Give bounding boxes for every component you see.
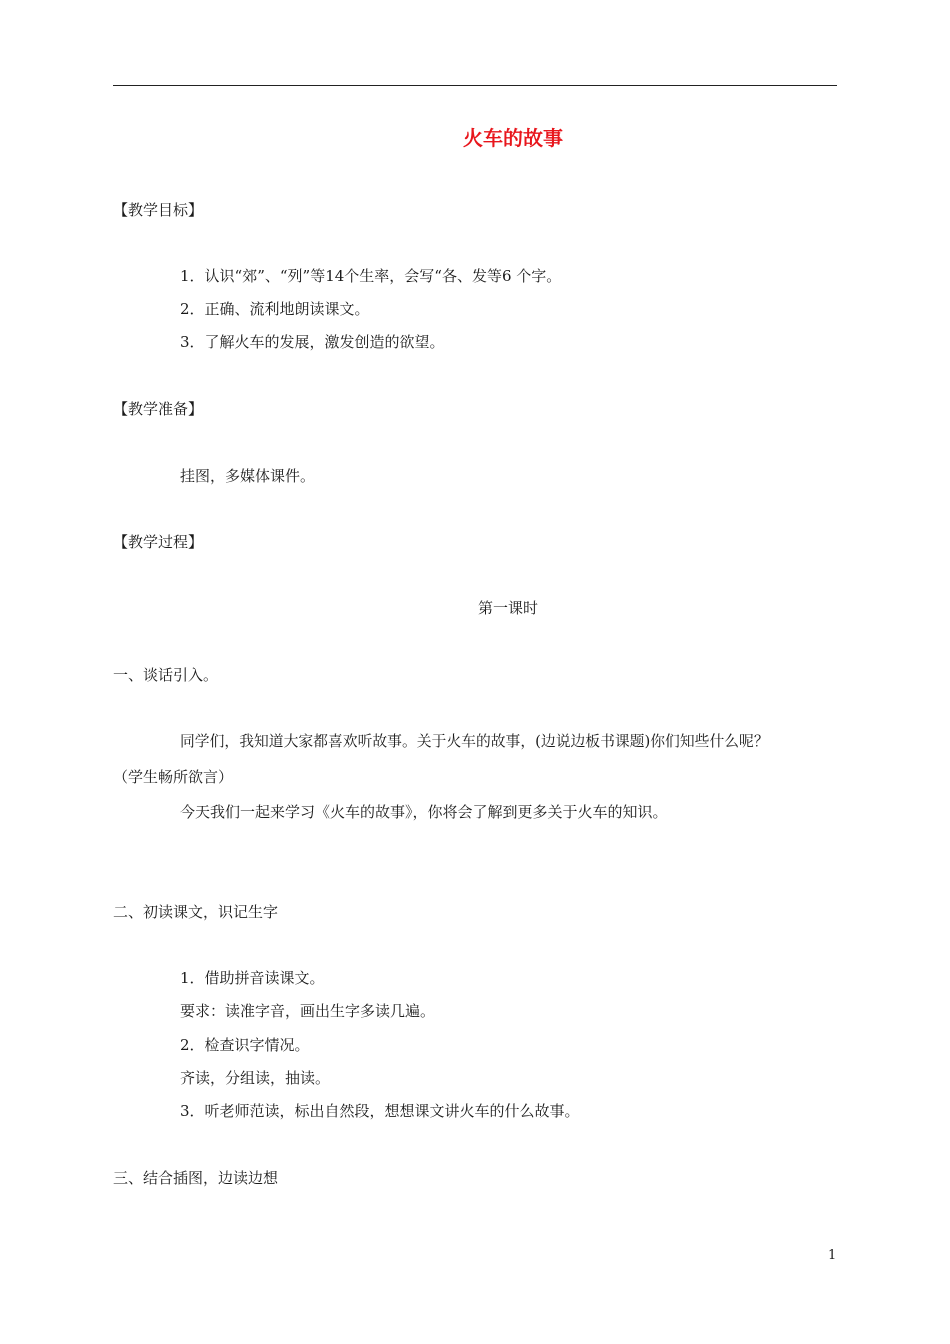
step2-item-1: 1．借助拼音读课文。 (180, 969, 325, 987)
lesson-label: 第一课时 (477, 599, 538, 617)
prep-text: 挂图，多媒体课件。 (180, 467, 316, 485)
goal-item-2: 2．正确、流利地朗读课文。 (180, 300, 370, 318)
step2-item-5: 3．听老师范读，标出自然段，想想课文讲火车的什么故事。 (180, 1102, 580, 1120)
step2-item-2: 要求：读准字音，画出生字多读几遍。 (180, 1002, 436, 1020)
page-number: 1 (828, 1248, 837, 1263)
goal-item-3: 3．了解火车的发展，激发创造的欲望。 (180, 333, 445, 351)
prep-heading: 【教学准备】 (113, 400, 204, 418)
step1-paragraph-line2: （学生畅所欲言） (113, 768, 234, 786)
step1-paragraph2: 今天我们一起来学习《火车的故事》，你将会了解到更多关于火车的知识。 (180, 803, 668, 821)
header-rule (113, 85, 837, 86)
goals-heading: 【教学目标】 (113, 201, 204, 219)
process-heading: 【教学过程】 (113, 533, 204, 551)
step3-heading: 三、结合插图，边读边想 (113, 1169, 279, 1187)
step2-item-3: 2．检查识字情况。 (180, 1036, 310, 1054)
step1-paragraph-line1: 同学们，我知道大家都喜欢听故事。关于火车的故事，(边说边板书课题)你们知些什么呢？ (180, 733, 769, 750)
document-title: 火车的故事 (463, 126, 563, 150)
goal-item-1: 1．认识“郊”、“列”等14个生率，会写“各、发等6 个字。 (180, 267, 562, 285)
step1-heading: 一、谈话引入。 (113, 666, 219, 684)
step2-item-4: 齐读，分组读，抽读。 (180, 1069, 331, 1087)
step2-heading: 二、初读课文，识记生字 (113, 903, 279, 921)
